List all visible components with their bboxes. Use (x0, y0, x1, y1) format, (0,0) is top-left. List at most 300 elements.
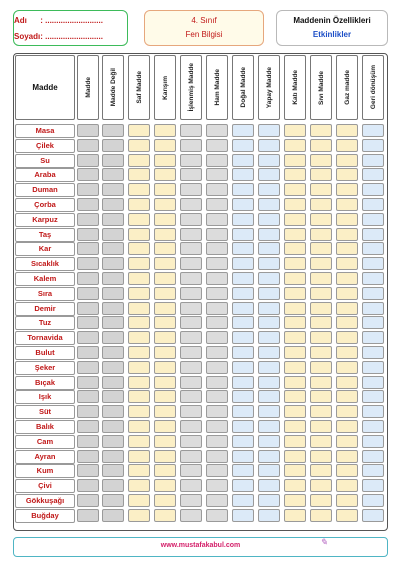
answer-cell[interactable] (310, 198, 332, 211)
answer-cell[interactable] (180, 450, 202, 463)
answer-cell[interactable] (362, 139, 384, 152)
answer-cell[interactable] (180, 361, 202, 374)
answer-cell[interactable] (180, 390, 202, 403)
answer-cell[interactable] (128, 287, 150, 300)
answer-cell[interactable] (284, 139, 306, 152)
answer-cell[interactable] (128, 361, 150, 374)
answer-cell[interactable] (362, 376, 384, 389)
answer-cell[interactable] (102, 361, 124, 374)
answer-cell[interactable] (128, 420, 150, 433)
answer-cell[interactable] (362, 420, 384, 433)
answer-cell[interactable] (154, 168, 176, 181)
answer-cell[interactable] (362, 183, 384, 196)
answer-cell[interactable] (206, 316, 228, 329)
answer-cell[interactable] (102, 420, 124, 433)
answer-cell[interactable] (128, 257, 150, 270)
answer-cell[interactable] (258, 257, 280, 270)
answer-cell[interactable] (258, 302, 280, 315)
answer-cell[interactable] (102, 124, 124, 137)
answer-cell[interactable] (206, 272, 228, 285)
answer-cell[interactable] (362, 287, 384, 300)
answer-cell[interactable] (232, 213, 254, 226)
answer-cell[interactable] (310, 464, 332, 477)
answer-cell[interactable] (336, 154, 358, 167)
answer-cell[interactable] (154, 479, 176, 492)
answer-cell[interactable] (310, 302, 332, 315)
answer-cell[interactable] (102, 198, 124, 211)
answer-cell[interactable] (128, 405, 150, 418)
answer-cell[interactable] (102, 139, 124, 152)
answer-cell[interactable] (206, 450, 228, 463)
answer-cell[interactable] (102, 494, 124, 507)
answer-cell[interactable] (232, 376, 254, 389)
answer-cell[interactable] (310, 390, 332, 403)
answer-cell[interactable] (180, 272, 202, 285)
answer-cell[interactable] (206, 198, 228, 211)
answer-cell[interactable] (154, 287, 176, 300)
answer-cell[interactable] (180, 464, 202, 477)
answer-cell[interactable] (180, 183, 202, 196)
answer-cell[interactable] (128, 168, 150, 181)
answer-cell[interactable] (128, 242, 150, 255)
answer-cell[interactable] (77, 124, 99, 137)
answer-cell[interactable] (180, 405, 202, 418)
answer-cell[interactable] (206, 376, 228, 389)
answer-cell[interactable] (362, 390, 384, 403)
answer-cell[interactable] (310, 213, 332, 226)
answer-cell[interactable] (180, 154, 202, 167)
answer-cell[interactable] (77, 361, 99, 374)
answer-cell[interactable] (258, 494, 280, 507)
answer-cell[interactable] (362, 346, 384, 359)
answer-cell[interactable] (232, 494, 254, 507)
answer-cell[interactable] (206, 420, 228, 433)
answer-cell[interactable] (128, 228, 150, 241)
answer-cell[interactable] (336, 420, 358, 433)
answer-cell[interactable] (77, 302, 99, 315)
answer-cell[interactable] (154, 139, 176, 152)
answer-cell[interactable] (284, 198, 306, 211)
answer-cell[interactable] (284, 361, 306, 374)
answer-cell[interactable] (102, 346, 124, 359)
answer-cell[interactable] (180, 168, 202, 181)
answer-cell[interactable] (180, 302, 202, 315)
answer-cell[interactable] (102, 168, 124, 181)
answer-cell[interactable] (206, 213, 228, 226)
answer-cell[interactable] (154, 494, 176, 507)
answer-cell[interactable] (102, 183, 124, 196)
answer-cell[interactable] (310, 287, 332, 300)
answer-cell[interactable] (77, 376, 99, 389)
answer-cell[interactable] (232, 198, 254, 211)
answer-cell[interactable] (180, 257, 202, 270)
answer-cell[interactable] (362, 464, 384, 477)
answer-cell[interactable] (362, 198, 384, 211)
answer-cell[interactable] (206, 287, 228, 300)
answer-cell[interactable] (258, 316, 280, 329)
answer-cell[interactable] (258, 242, 280, 255)
answer-cell[interactable] (180, 509, 202, 522)
answer-cell[interactable] (102, 450, 124, 463)
answer-cell[interactable] (362, 242, 384, 255)
answer-cell[interactable] (128, 183, 150, 196)
answer-cell[interactable] (102, 302, 124, 315)
answer-cell[interactable] (258, 331, 280, 344)
answer-cell[interactable] (336, 346, 358, 359)
answer-cell[interactable] (128, 479, 150, 492)
answer-cell[interactable] (77, 331, 99, 344)
answer-cell[interactable] (362, 494, 384, 507)
answer-cell[interactable] (336, 168, 358, 181)
answer-cell[interactable] (206, 154, 228, 167)
answer-cell[interactable] (128, 316, 150, 329)
answer-cell[interactable] (284, 302, 306, 315)
answer-cell[interactable] (232, 139, 254, 152)
answer-cell[interactable] (336, 316, 358, 329)
answer-cell[interactable] (206, 257, 228, 270)
answer-cell[interactable] (310, 346, 332, 359)
answer-cell[interactable] (284, 257, 306, 270)
answer-cell[interactable] (77, 509, 99, 522)
answer-cell[interactable] (77, 450, 99, 463)
answer-cell[interactable] (310, 331, 332, 344)
answer-cell[interactable] (102, 213, 124, 226)
answer-cell[interactable] (102, 154, 124, 167)
answer-cell[interactable] (336, 213, 358, 226)
answer-cell[interactable] (128, 302, 150, 315)
answer-cell[interactable] (362, 257, 384, 270)
answer-cell[interactable] (154, 509, 176, 522)
answer-cell[interactable] (310, 124, 332, 137)
answer-cell[interactable] (154, 213, 176, 226)
answer-cell[interactable] (77, 168, 99, 181)
answer-cell[interactable] (180, 494, 202, 507)
answer-cell[interactable] (336, 390, 358, 403)
answer-cell[interactable] (310, 139, 332, 152)
answer-cell[interactable] (362, 450, 384, 463)
answer-cell[interactable] (206, 139, 228, 152)
answer-cell[interactable] (336, 287, 358, 300)
answer-cell[interactable] (180, 435, 202, 448)
answer-cell[interactable] (102, 287, 124, 300)
answer-cell[interactable] (258, 390, 280, 403)
answer-cell[interactable] (154, 464, 176, 477)
answer-cell[interactable] (102, 242, 124, 255)
answer-cell[interactable] (102, 331, 124, 344)
answer-cell[interactable] (362, 302, 384, 315)
answer-cell[interactable] (232, 346, 254, 359)
answer-cell[interactable] (362, 331, 384, 344)
answer-cell[interactable] (258, 435, 280, 448)
answer-cell[interactable] (232, 257, 254, 270)
answer-cell[interactable] (154, 390, 176, 403)
answer-cell[interactable] (310, 509, 332, 522)
answer-cell[interactable] (310, 450, 332, 463)
answer-cell[interactable] (180, 287, 202, 300)
answer-cell[interactable] (362, 213, 384, 226)
answer-cell[interactable] (128, 272, 150, 285)
answer-cell[interactable] (310, 257, 332, 270)
answer-cell[interactable] (77, 198, 99, 211)
answer-cell[interactable] (284, 390, 306, 403)
answer-cell[interactable] (336, 139, 358, 152)
answer-cell[interactable] (284, 331, 306, 344)
answer-cell[interactable] (284, 494, 306, 507)
answer-cell[interactable] (206, 479, 228, 492)
answer-cell[interactable] (206, 390, 228, 403)
answer-cell[interactable] (180, 124, 202, 137)
answer-cell[interactable] (258, 139, 280, 152)
answer-cell[interactable] (206, 361, 228, 374)
answer-cell[interactable] (180, 198, 202, 211)
answer-cell[interactable] (77, 435, 99, 448)
answer-cell[interactable] (362, 228, 384, 241)
answer-cell[interactable] (128, 435, 150, 448)
answer-cell[interactable] (284, 272, 306, 285)
answer-cell[interactable] (154, 316, 176, 329)
answer-cell[interactable] (128, 213, 150, 226)
answer-cell[interactable] (180, 331, 202, 344)
answer-cell[interactable] (128, 390, 150, 403)
answer-cell[interactable] (310, 405, 332, 418)
answer-cell[interactable] (284, 287, 306, 300)
answer-cell[interactable] (310, 154, 332, 167)
answer-cell[interactable] (180, 213, 202, 226)
answer-cell[interactable] (336, 124, 358, 137)
answer-cell[interactable] (180, 479, 202, 492)
answer-cell[interactable] (258, 479, 280, 492)
answer-cell[interactable] (232, 154, 254, 167)
answer-cell[interactable] (232, 228, 254, 241)
answer-cell[interactable] (232, 464, 254, 477)
answer-cell[interactable] (154, 198, 176, 211)
answer-cell[interactable] (284, 450, 306, 463)
website-link[interactable]: www.mustafakabul.com (160, 542, 241, 549)
answer-cell[interactable] (180, 420, 202, 433)
answer-cell[interactable] (154, 331, 176, 344)
answer-cell[interactable] (310, 272, 332, 285)
answer-cell[interactable] (232, 450, 254, 463)
answer-cell[interactable] (180, 346, 202, 359)
answer-cell[interactable] (154, 361, 176, 374)
answer-cell[interactable] (206, 435, 228, 448)
answer-cell[interactable] (362, 435, 384, 448)
answer-cell[interactable] (258, 376, 280, 389)
answer-cell[interactable] (232, 361, 254, 374)
answer-cell[interactable] (128, 494, 150, 507)
answer-cell[interactable] (232, 405, 254, 418)
answer-cell[interactable] (77, 479, 99, 492)
answer-cell[interactable] (258, 213, 280, 226)
answer-cell[interactable] (206, 464, 228, 477)
answer-cell[interactable] (77, 346, 99, 359)
answer-cell[interactable] (77, 213, 99, 226)
answer-cell[interactable] (206, 242, 228, 255)
answer-cell[interactable] (232, 287, 254, 300)
answer-cell[interactable] (284, 464, 306, 477)
answer-cell[interactable] (154, 242, 176, 255)
answer-cell[interactable] (310, 479, 332, 492)
answer-cell[interactable] (206, 124, 228, 137)
answer-cell[interactable] (206, 494, 228, 507)
answer-cell[interactable] (232, 390, 254, 403)
answer-cell[interactable] (128, 450, 150, 463)
answer-cell[interactable] (77, 494, 99, 507)
answer-cell[interactable] (128, 124, 150, 137)
answer-cell[interactable] (128, 464, 150, 477)
answer-cell[interactable] (284, 124, 306, 137)
answer-cell[interactable] (336, 509, 358, 522)
answer-cell[interactable] (362, 168, 384, 181)
answer-cell[interactable] (336, 198, 358, 211)
answer-cell[interactable] (77, 390, 99, 403)
answer-cell[interactable] (336, 405, 358, 418)
answer-cell[interactable] (232, 168, 254, 181)
answer-cell[interactable] (258, 287, 280, 300)
answer-cell[interactable] (206, 509, 228, 522)
answer-cell[interactable] (284, 228, 306, 241)
answer-cell[interactable] (180, 316, 202, 329)
answer-cell[interactable] (336, 479, 358, 492)
answer-cell[interactable] (128, 139, 150, 152)
answer-cell[interactable] (232, 272, 254, 285)
answer-cell[interactable] (310, 316, 332, 329)
answer-cell[interactable] (77, 139, 99, 152)
answer-cell[interactable] (154, 124, 176, 137)
answer-cell[interactable] (154, 272, 176, 285)
answer-cell[interactable] (258, 124, 280, 137)
answer-cell[interactable] (102, 316, 124, 329)
answer-cell[interactable] (310, 183, 332, 196)
answer-cell[interactable] (362, 405, 384, 418)
answer-cell[interactable] (77, 154, 99, 167)
answer-cell[interactable] (310, 376, 332, 389)
answer-cell[interactable] (102, 228, 124, 241)
answer-cell[interactable] (336, 302, 358, 315)
answer-cell[interactable] (128, 346, 150, 359)
answer-cell[interactable] (362, 272, 384, 285)
answer-cell[interactable] (258, 198, 280, 211)
answer-cell[interactable] (102, 390, 124, 403)
answer-cell[interactable] (336, 494, 358, 507)
answer-cell[interactable] (206, 228, 228, 241)
answer-cell[interactable] (206, 302, 228, 315)
answer-cell[interactable] (336, 435, 358, 448)
answer-cell[interactable] (362, 154, 384, 167)
answer-cell[interactable] (77, 272, 99, 285)
answer-cell[interactable] (362, 361, 384, 374)
answer-cell[interactable] (258, 405, 280, 418)
answer-cell[interactable] (154, 257, 176, 270)
answer-cell[interactable] (128, 509, 150, 522)
answer-cell[interactable] (232, 316, 254, 329)
answer-cell[interactable] (102, 509, 124, 522)
answer-cell[interactable] (336, 183, 358, 196)
answer-cell[interactable] (154, 154, 176, 167)
answer-cell[interactable] (206, 405, 228, 418)
answer-cell[interactable] (154, 450, 176, 463)
answer-cell[interactable] (258, 154, 280, 167)
answer-cell[interactable] (77, 316, 99, 329)
answer-cell[interactable] (284, 346, 306, 359)
answer-cell[interactable] (77, 242, 99, 255)
answer-cell[interactable] (154, 420, 176, 433)
answer-cell[interactable] (258, 228, 280, 241)
answer-cell[interactable] (310, 228, 332, 241)
answer-cell[interactable] (180, 228, 202, 241)
answer-cell[interactable] (284, 405, 306, 418)
answer-cell[interactable] (284, 435, 306, 448)
answer-cell[interactable] (258, 464, 280, 477)
answer-cell[interactable] (232, 124, 254, 137)
answer-cell[interactable] (310, 242, 332, 255)
answer-cell[interactable] (336, 331, 358, 344)
answer-cell[interactable] (128, 331, 150, 344)
answer-cell[interactable] (102, 479, 124, 492)
answer-cell[interactable] (77, 228, 99, 241)
answer-cell[interactable] (77, 287, 99, 300)
answer-cell[interactable] (284, 213, 306, 226)
answer-cell[interactable] (102, 376, 124, 389)
answer-cell[interactable] (206, 331, 228, 344)
answer-cell[interactable] (336, 376, 358, 389)
answer-cell[interactable] (336, 272, 358, 285)
answer-cell[interactable] (362, 124, 384, 137)
answer-cell[interactable] (128, 198, 150, 211)
answer-cell[interactable] (180, 376, 202, 389)
answer-cell[interactable] (102, 464, 124, 477)
answer-cell[interactable] (154, 376, 176, 389)
answer-cell[interactable] (77, 405, 99, 418)
answer-cell[interactable] (232, 242, 254, 255)
answer-cell[interactable] (310, 168, 332, 181)
answer-cell[interactable] (258, 272, 280, 285)
answer-cell[interactable] (310, 494, 332, 507)
answer-cell[interactable] (206, 183, 228, 196)
answer-cell[interactable] (310, 435, 332, 448)
answer-cell[interactable] (362, 316, 384, 329)
answer-cell[interactable] (284, 420, 306, 433)
answer-cell[interactable] (102, 405, 124, 418)
answer-cell[interactable] (102, 272, 124, 285)
answer-cell[interactable] (284, 376, 306, 389)
answer-cell[interactable] (206, 346, 228, 359)
answer-cell[interactable] (284, 242, 306, 255)
answer-cell[interactable] (128, 154, 150, 167)
answer-cell[interactable] (154, 346, 176, 359)
answer-cell[interactable] (258, 168, 280, 181)
answer-cell[interactable] (284, 183, 306, 196)
answer-cell[interactable] (154, 405, 176, 418)
answer-cell[interactable] (258, 420, 280, 433)
answer-cell[interactable] (258, 361, 280, 374)
answer-cell[interactable] (284, 316, 306, 329)
answer-cell[interactable] (206, 168, 228, 181)
answer-cell[interactable] (180, 139, 202, 152)
answer-cell[interactable] (336, 242, 358, 255)
answer-cell[interactable] (258, 509, 280, 522)
answer-cell[interactable] (258, 450, 280, 463)
answer-cell[interactable] (232, 302, 254, 315)
answer-cell[interactable] (284, 168, 306, 181)
answer-cell[interactable] (180, 242, 202, 255)
answer-cell[interactable] (310, 361, 332, 374)
answer-cell[interactable] (77, 257, 99, 270)
answer-cell[interactable] (232, 183, 254, 196)
answer-cell[interactable] (77, 183, 99, 196)
answer-cell[interactable] (310, 420, 332, 433)
answer-cell[interactable] (362, 479, 384, 492)
